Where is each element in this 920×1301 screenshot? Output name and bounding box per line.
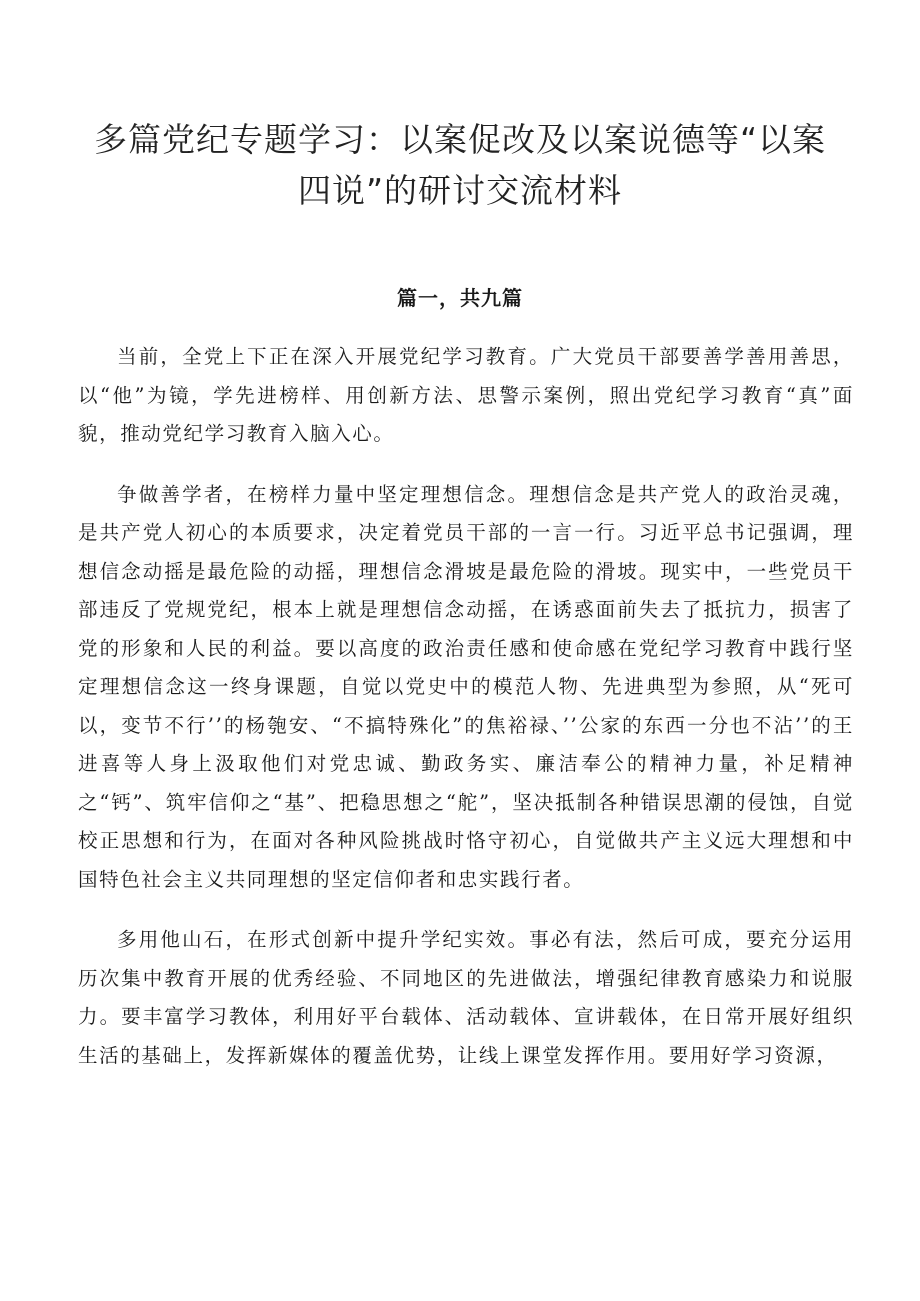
document-body (78, 338, 854, 1097)
paragraph-2: 争做善学者，在榜样力量中坚定理想信念。理想信念是共产党人的政治灵魂，是共产党人初心的本质要求，决定着党员干部的一言一行。习近平总书记强调，理想信念动摇是最危险的动摇，理想信念滑坡是最危险的滑坡。现实中，一些党员干部违反了党规党纪，根本上就是理想信念动摇，在诱惑面前失去了抵抗力，损害了党的形象和人民的利益。要以高度的政治责任感和使命感在党纪学习教育中践行坚定理想信念这一终身课题，自觉以党史中的模范人物、先进典型为参照，从“死可以，变节不行’’的杨匏安、“不搞特殊化”的焦裕禄、’’公家的东西一分也不沾’’的王进喜等人身上汲取他们对党忠诚、勤政务实、廉洁奉公的精神力量，补足精神之“钙”、筑牢信仰之“基”、把稳思想之“舵”，坚决抵制各种错误思潮的侵蚀，自觉校正思想和行为，在面对各种风险挑战时恪守初心，自觉做共产主义远大理想和中国特色社会主义共同理想的坚定信仰者和忠实践行者。 (78, 482, 854, 891)
document-title (70, 114, 850, 216)
paragraph-3: 多用他山石，在形式创新中提升学纪实效。事必有法，然后可成，要充分运用历次集中教育开展的优秀经验、不同地区的先进做法，增强纪律教育感染力和说服力。要丰富学习教体，利用好平台载体、活动载体、宣讲载体，在日常开展好组织生活的基础上，发挥新媒体的覆盖优势，让线上课堂发挥作用。要用好学习资源， (78, 928, 854, 1067)
section-heading: 篇一，共九篇 (397, 286, 523, 310)
document-title-line-1: 多篇党纪专题学习：以案促改及以案说德等“以案 (93, 120, 827, 159)
document-title-line-2: 四说”的研讨交流材料 (297, 171, 623, 210)
paragraph-1: 当前，全党上下正在深入开展党纪学习教育。广大党员干部要善学善用善思，以“他”为镜，学先进榜样、用创新方法、思警示案例，照出党纪学习教育“真”面貌，推动党纪学习教育入脑入心。 (78, 345, 854, 445)
